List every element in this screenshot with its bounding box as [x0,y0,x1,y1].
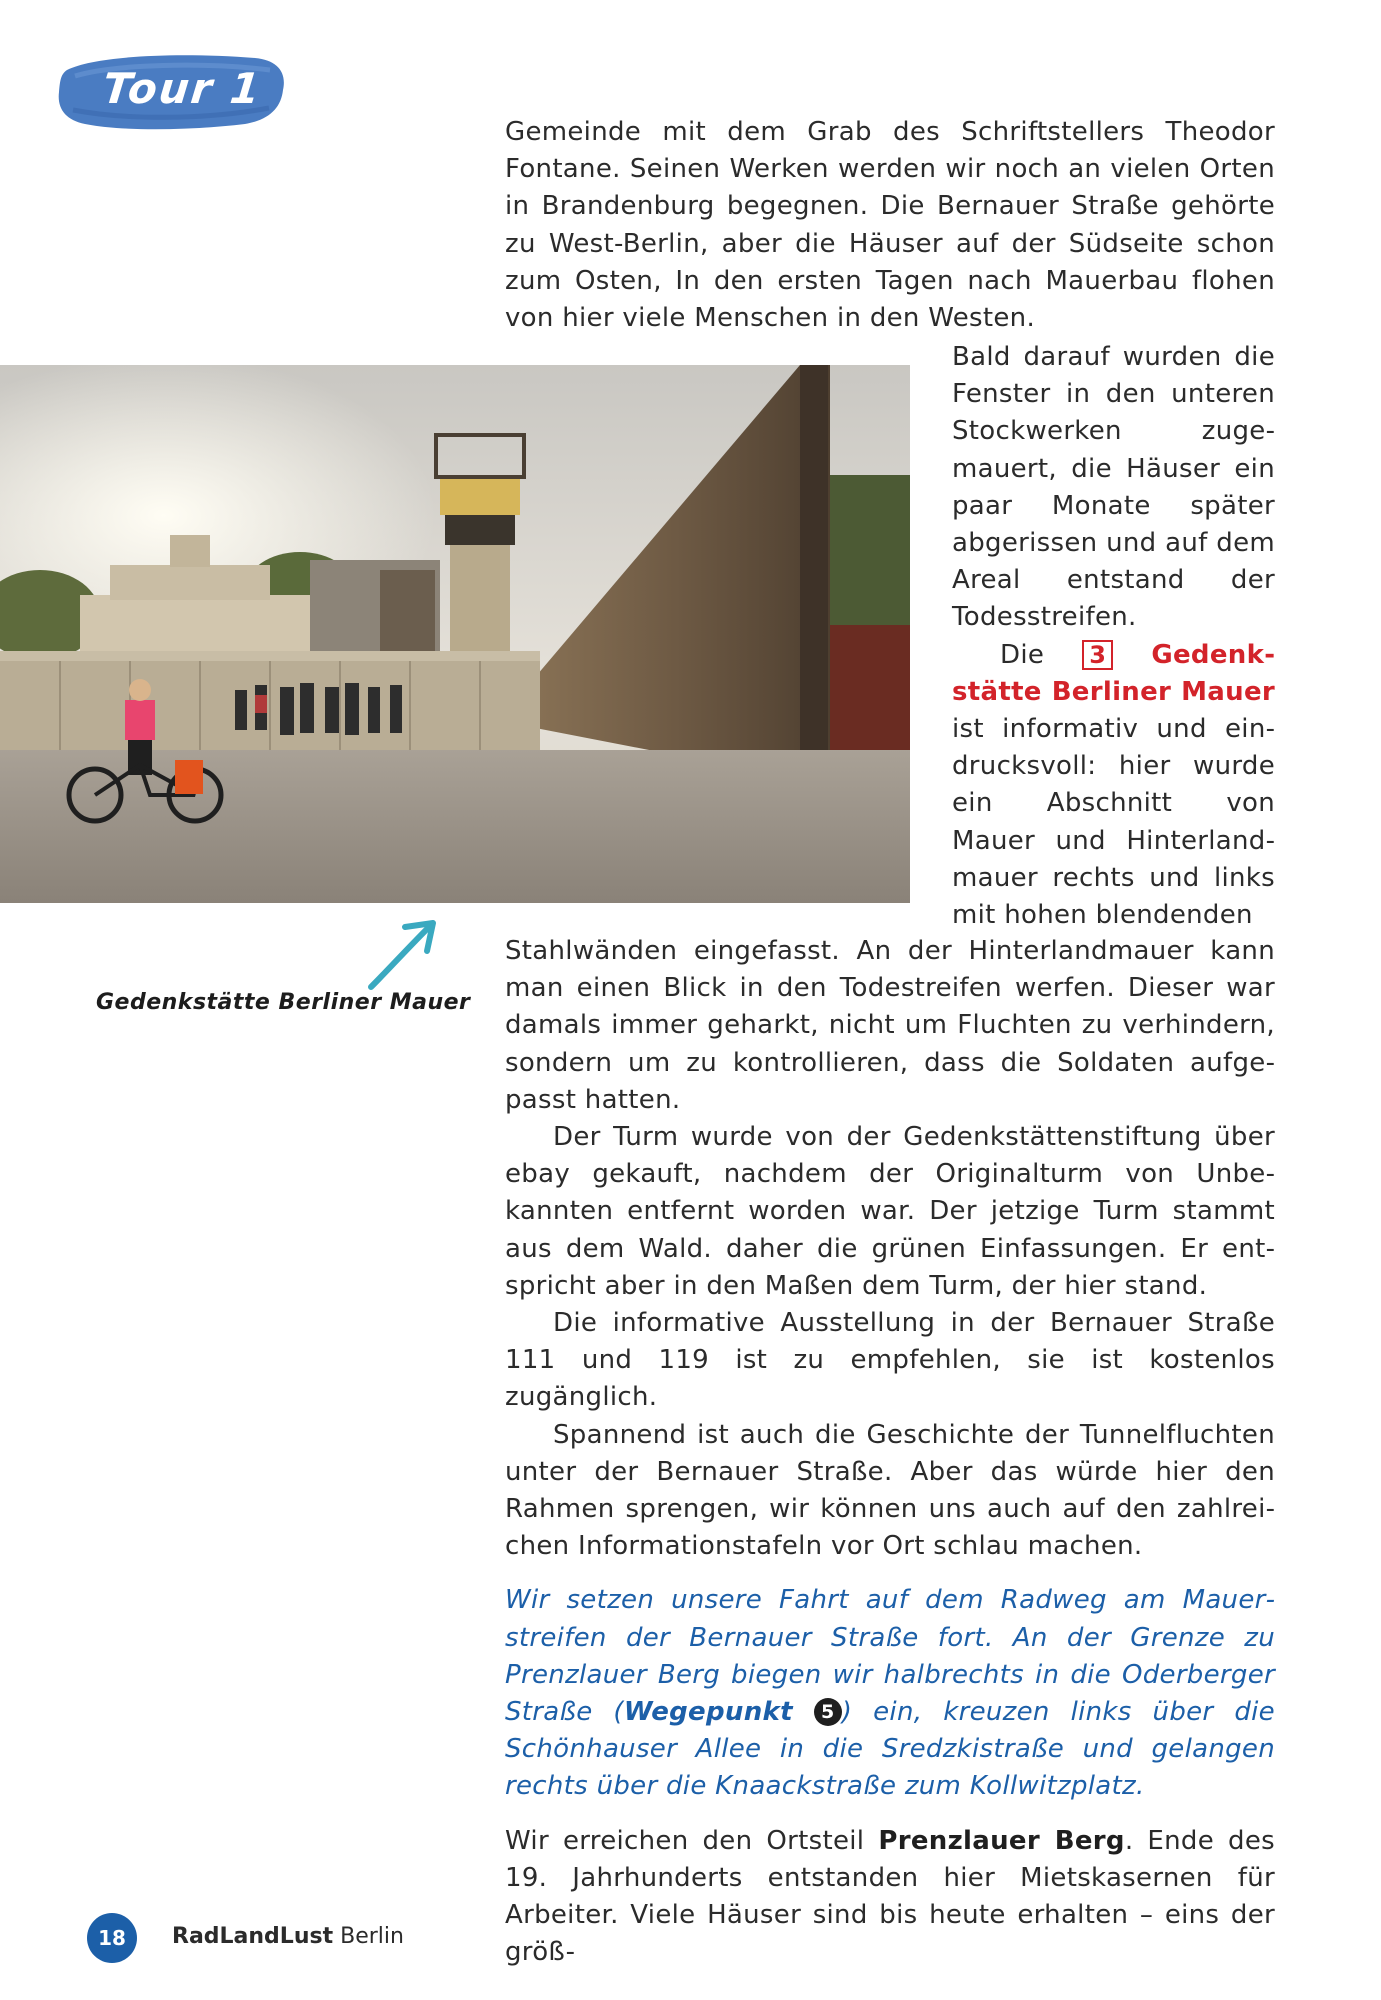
tour-badge [55,50,290,132]
main-text [505,933,1275,1971]
paragraph-2-start [952,637,1275,935]
paragraph-3: Der Turm wurde von der Gedenkstättenstiftung über ebay gekauft, nachdem der Originalturm von Unbekannten entfernt worden war. Der jetzige Turm stammt aus dem Wald. daher die grünen Einfassungen. Er entspricht aber in den Maßen dem Turm, der hier stand. [505,1122,1275,1301]
book-title-bold: RadLandLust [172,1924,334,1949]
paragraph-5: Spannend ist auch die Geschichte der Tunnelfluchten unter der Bernauer Straße. Aber das würde hier den Rahmen sprengen, wir können uns auch auf den zahlreichen Informationstafeln vor Ort schlau machen. [505,1419,1275,1562]
p6-text-a: Wir erreichen den Ortsteil [505,1825,879,1856]
route-text-b: ) ein, kreuzen links über die Schönhauser Allee in die Sredzkistraße und gelangen rechts über die Knaackstraße zum Kollwitzplatz. [505,1697,1275,1802]
p6-text-b: . Ende des 19. Jahrhunderts entstanden hier Mietskasernen für Arbeiter. Viele Häuser sind bis heute erhalten – eins der größ- [505,1825,1276,1968]
tour-label: Tour 1 [100,64,265,113]
waypoint-number-5: 5 [814,1698,842,1726]
book-title [172,1924,404,1949]
route-paragraph [505,1582,1275,1805]
die-word: Die [1000,639,1045,670]
paragraph-2-right: ist informativ und eindrucksvoll: hier wurde ein Abschnitt von Mauer und Hinterlandmauer rechts und links mit hohen blendenden [952,714,1275,931]
paragraph-1: Gemeinde mit dem Grab des Schriftstellers Theodor Fontane. Seinen Werken werden wir noch an vielen Orten in Brandenburg begegnen. Die Bernauer Straße gehörte zu West-Berlin, aber die Häuser auf der Südseite schon zum Osten, In den ersten Tagen nach Mauerbau flohen von hier viele Menschen in den Westen. [505,117,1275,334]
photo-caption: Gedenkstätte Berliner Mauer [96,990,471,1015]
memorial-photo [0,365,910,903]
paragraph-2-continued: Stahlwänden eingefasst. An der Hinterlandmauer kann man einen Blick in den Todestreifen werfen. Dieser war damals immer geharkt, nicht um Fluchten zu verhindern, sondern um zu kontrollieren, dass die Soldaten aufgepasst hatten. [505,936,1275,1115]
place-name: Gedenkstätte Berliner Mauer [952,639,1275,707]
book-title-rest: Berlin [333,1924,404,1949]
photo-illustration [0,365,910,903]
waypoint-label: Wegepunkt [623,1697,793,1728]
paragraph-1-continued: Bald darauf wurden die Fenster in den unteren Stockwerken zugemauert, die Häuser ein paar Monate später abgerissen und auf dem Areal entstand der Todesstreifen. [952,342,1275,633]
right-column [952,339,1275,934]
route-text-a: Wir setzen unsere Fahrt auf dem Radweg am Mauerstreifen der Bernauer Straße fort. An der Grenze zu Prenzlauer Berg biegen wir halbrechts in die Oderberger Straße ( [505,1585,1275,1728]
waypoint-number-3: 3 [1082,640,1113,670]
paragraph-4: Die informative Ausstellung in der Bernauer Straße 111 und 119 ist zu empfehlen, sie ist kostenlos zugänglich. [505,1308,1275,1413]
paragraph-6 [505,1823,1275,1972]
arrow-up-right-icon [365,915,445,995]
page-number: 18 [87,1913,137,1963]
intro-paragraph [505,114,1275,337]
district-name: Prenzlauer Berg [878,1825,1125,1856]
